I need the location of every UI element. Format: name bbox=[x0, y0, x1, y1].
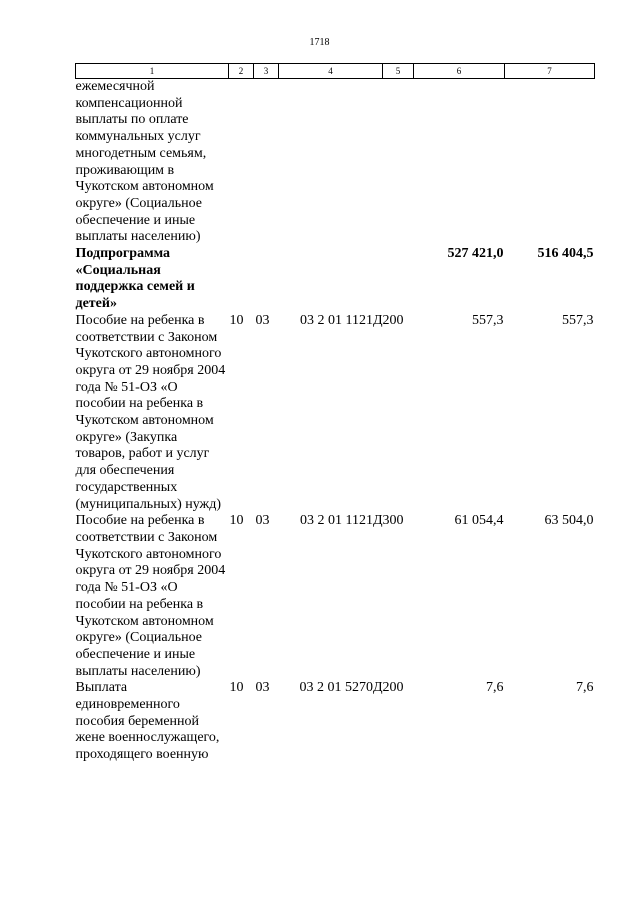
row-type: 300 bbox=[382, 513, 404, 529]
header-col-4: 4 bbox=[279, 64, 383, 79]
table-header bbox=[76, 64, 595, 79]
row-sum-2: 516 404,5 bbox=[537, 246, 594, 262]
row-name: ежемесячной компенсационной выплаты по оплате коммунальных услуг многодетным семьям, проживающим в Чукотском автономном округе» (Социальное обеспечение и иные выплаты населению) bbox=[75, 79, 214, 245]
row-sum-2 bbox=[505, 79, 595, 247]
header-col-5: 5 bbox=[383, 64, 414, 79]
row-subsection bbox=[254, 79, 279, 247]
row-sum-2: 7,6 bbox=[576, 680, 594, 696]
row-target bbox=[279, 246, 383, 313]
header-col-2: 2 bbox=[229, 64, 254, 79]
table-row bbox=[76, 313, 595, 513]
row-sum-2: 63 504,0 bbox=[544, 513, 594, 529]
row-sum-1: 7,6 bbox=[486, 680, 504, 696]
row-sum-1: 61 054,4 bbox=[454, 513, 504, 529]
row-sum-2: 557,3 bbox=[562, 312, 594, 328]
table-row bbox=[76, 680, 595, 764]
row-name: Пособие на ребенка в соответствии с Законом Чукотского автономного округа от 29 ноября 2004 года № 51-ОЗ «О пособии на ребенка в Чукотском автономном округе» (Социальное обеспечение и иные выплаты населению) bbox=[75, 513, 226, 679]
row-section bbox=[229, 79, 254, 247]
row-subsection bbox=[254, 246, 279, 313]
row-type: 200 bbox=[382, 680, 404, 696]
table-row bbox=[76, 79, 595, 247]
row-sum-1: 557,3 bbox=[472, 312, 504, 328]
row-subsection: 03 bbox=[255, 680, 270, 696]
row-section bbox=[229, 246, 254, 313]
row-target bbox=[279, 79, 383, 247]
row-section: 10 bbox=[229, 680, 244, 696]
row-name: Подпрограмма «Социальная поддержка семей и детей» bbox=[75, 246, 195, 312]
row-target: 03 2 01 1121Д bbox=[299, 312, 383, 328]
page-number: 1718 bbox=[309, 37, 330, 48]
budget-table bbox=[75, 63, 595, 764]
row-type: 200 bbox=[382, 312, 404, 328]
header-col-3: 3 bbox=[254, 64, 279, 79]
row-subsection: 03 bbox=[255, 513, 270, 529]
row-name: Пособие на ребенка в соответствии с Законом Чукотского автономного округа от 29 ноября 2004 года № 51-ОЗ «О пособии на ребенка в Чукотском автономном округе» (Закупка товаров, работ и услуг для обеспечения государственных (муниципальных) нужд) bbox=[75, 312, 226, 512]
header-col-6: 6 bbox=[414, 64, 505, 79]
row-section: 10 bbox=[229, 312, 244, 328]
row-type bbox=[383, 79, 414, 247]
row-type bbox=[383, 246, 414, 313]
row-sum-1 bbox=[414, 79, 505, 247]
row-target: 03 2 01 5270Д bbox=[299, 680, 383, 696]
row-subsection: 03 bbox=[255, 312, 270, 328]
table-row bbox=[76, 513, 595, 680]
table-body bbox=[76, 79, 595, 764]
row-section: 10 bbox=[229, 513, 244, 529]
header-col-7: 7 bbox=[505, 64, 595, 79]
row-sum-1: 527 421,0 bbox=[447, 246, 504, 262]
row-name: Выплата единовременного пособия беременной жене военнослужащего, проходящего военную bbox=[75, 680, 220, 763]
row-target: 03 2 01 1121Д bbox=[299, 513, 383, 529]
header-col-1: 1 bbox=[76, 64, 229, 79]
table-row-subprogram bbox=[76, 246, 595, 313]
